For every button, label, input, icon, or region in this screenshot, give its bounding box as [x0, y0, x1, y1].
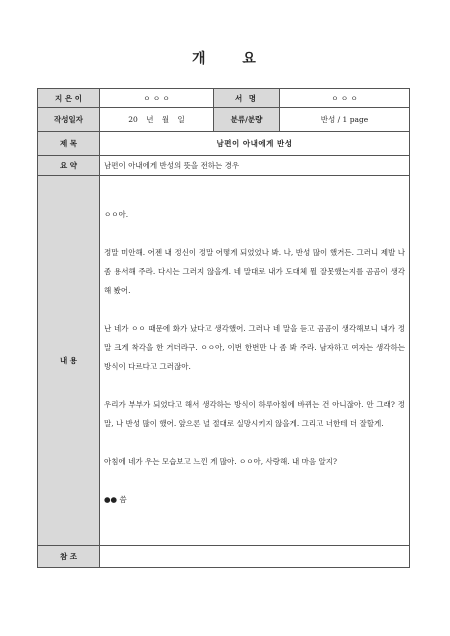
signature-value: ㅇ ㅇ ㅇ: [280, 89, 410, 108]
author-row: [38, 89, 410, 108]
signature-line: ●● 씀: [104, 494, 127, 504]
paragraph-3: 우리가 부부가 되었다고 해서 생각하는 방식이 하루아침에 바뀌는 건 아니잖아. 안 그래? 정말, 나 반성 많이 했어. 앞으론 널 절대로 실망시키지 않을게. 그리고 너한테 더 잘할게.: [104, 399, 405, 428]
author-label: 지 은 이: [38, 89, 100, 108]
content-row: [38, 176, 410, 546]
page-title: 개 요: [192, 51, 258, 67]
summary-label: 요 약: [38, 156, 100, 176]
reference-label: 참 조: [38, 546, 100, 568]
date-value: 20 년 월 일: [100, 108, 214, 132]
content-label: 내 용: [38, 176, 100, 546]
paragraph-2: 난 네가 ㅇㅇ 때문에 화가 났다고 생각했어. 그러나 네 말을 듣고 곰곰이 생각해보니 내가 정말 크게 착각을 한 거더라구. ㅇㅇ아, 이번 한번만 나 좀 봐 주라. 남자하고 여자는 생각하는 방식이 다르다고 그러잖아.: [104, 323, 405, 371]
paragraph-4: 아침에 네가 우는 모습보고 느낀 게 많아. ㅇㅇ아, 사랑해. 내 마음 알지?: [104, 456, 338, 466]
summary-row: [38, 156, 410, 176]
paragraph-1: 정말 미안해. 어젠 내 정신이 정말 어떻게 되었었나 봐. 나, 반성 많이 했거든. 그러니 제발 나 좀 용서해 주라. 다시는 그러지 않을게. 네 말대로 내가 도대체 뭘 잘못했는지를 곰곰이 생각해 봤어.: [104, 247, 405, 295]
greeting-text: ㅇㅇ아.: [104, 209, 129, 219]
reference-value: [100, 546, 410, 568]
signature-label: 서 명: [214, 89, 280, 108]
subject-row: [38, 132, 410, 156]
summary-value: 남편이 아내에게 반성의 뜻을 전하는 경우: [100, 156, 410, 176]
category-label: 분류/분량: [214, 108, 280, 132]
subject-value: 남편이 아내에게 반성: [100, 132, 410, 156]
date-label: 작성일자: [38, 108, 100, 132]
content-body: [100, 176, 410, 546]
reference-row: [38, 546, 410, 568]
subject-label: 제 목: [38, 132, 100, 156]
date-row: [38, 108, 410, 132]
category-value: 반성 / 1 page: [280, 108, 410, 132]
author-value: ㅇ ㅇ ㅇ: [100, 89, 214, 108]
summary-form: [37, 88, 410, 568]
